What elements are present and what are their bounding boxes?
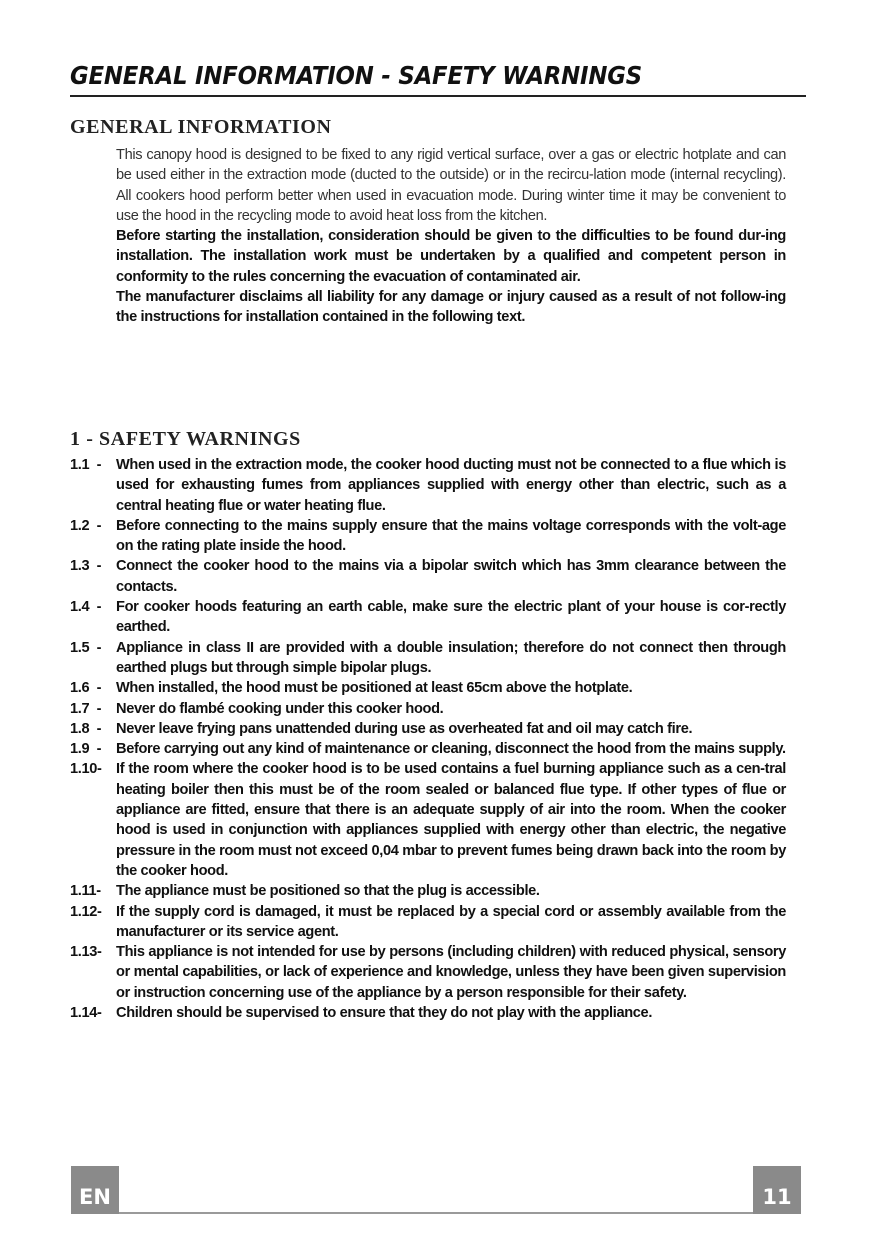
item-number: 1.12- — [70, 903, 102, 920]
liability-disclaimer: The manufacturer disclaims all liability for any damage or injury caused as a result of not follow-ing the instructions for installation contained in the following text. — [116, 289, 786, 326]
item-text: Before carrying out any kind of maintenance or cleaning, disconnect the hood from the mains supply. — [116, 741, 786, 758]
item-number: 1.1 - — [70, 457, 102, 473]
page-title: GENERAL INFORMATION - SAFETY WARNINGS — [70, 61, 642, 90]
item-number: 1.4 - — [70, 599, 102, 616]
list-item — [70, 1003, 786, 1023]
item-number: 1.14- — [70, 1005, 102, 1022]
item-number: 1.8 - — [70, 720, 102, 737]
safety-warnings-heading: 1 - SAFETY WARNINGS — [70, 428, 301, 450]
list-item — [70, 719, 786, 739]
item-text: When used in the extraction mode, the cooker hood ducting must not be connected to a flue which is used for exhausting fumes from appliances supplied with energy other than electric, such as a central heating flue or water heating flue. — [116, 457, 786, 514]
safety-warnings-list — [70, 455, 786, 1023]
list-item — [70, 516, 786, 557]
item-text: Children should be supervised to ensure that they do not play with the appliance. — [116, 1005, 653, 1022]
item-text: This appliance is not intended for use by persons (including children) with reduced physical, sensory or mental capabilities, or lack of experience and knowledge, unless they have been given supervision or instruction concerning use of the appliance by a person responsible for their safety. — [116, 944, 786, 1001]
list-item — [70, 455, 786, 516]
intro-paragraph: This canopy hood is designed to be fixed to any rigid vertical surface, over a gas or electric hotplate and can be used either in the extraction mode (ducted to the outside) or in the recircu-lation mode (internal recycling). All cookers hood perform better when used in evacuation mode. During winter time it may be convenient to use the hood in the recycling mode to avoid heat loss from the kitchen. — [116, 147, 786, 224]
item-number: 1.11- — [70, 883, 101, 900]
language-badge: EN — [71, 1166, 119, 1214]
item-number: 1.10- — [70, 761, 102, 778]
list-item — [70, 699, 786, 719]
item-text: For cooker hoods featuring an earth cable, make sure the electric plant of your house is cor-rectly earthed. — [116, 599, 786, 636]
item-text: The appliance must be positioned so that the plug is accessible. — [116, 883, 540, 900]
list-item — [70, 739, 786, 759]
item-number: 1.2 - — [70, 517, 102, 534]
item-text: Appliance in class II are provided with a double insulation; therefore do not connect then through earthed plugs but through simple bipolar plugs. — [116, 639, 786, 676]
item-number: 1.7 - — [70, 700, 102, 717]
list-item — [70, 902, 786, 943]
item-number: 1.5 - — [70, 639, 102, 656]
item-text: If the supply cord is damaged, it must be replaced by a special cord or assembly available from the manufacturer or its service agent. — [116, 903, 786, 940]
list-item — [70, 678, 786, 698]
item-number: 1.3 - — [70, 558, 102, 575]
general-information-heading: GENERAL INFORMATION — [70, 116, 332, 138]
list-item — [70, 759, 786, 881]
item-number: 1.6 - — [70, 680, 102, 697]
list-item — [70, 942, 786, 1003]
general-information-body — [116, 145, 786, 328]
footer-divider — [119, 1212, 753, 1214]
list-item — [70, 556, 786, 597]
item-number: 1.13- — [70, 944, 102, 961]
item-text: If the room where the cooker hood is to be used contains a fuel burning appliance such as a cen-tral heating boiler then this must be of the room sealed or balanced flue type. If other types of flue or appliance are fitted, ensure that there is an adequate supply of air into the room. When the cooker hood is used in conjunction with appliances supplied with energy other than electric, the negative pressure in the room must not exceed 0,04 mbar to prevent fumes being drawn back into the room by the cooker hood. — [116, 761, 786, 879]
list-item — [70, 881, 786, 901]
item-text: Never do flambé cooking under this cooker hood. — [116, 700, 444, 717]
installation-note: Before starting the installation, consideration should be given to the difficulties to be found dur-ing installation. The installation work must be undertaken by a qualified and competent person in conformity to the rules concerning the evacuation of contaminated air. — [116, 228, 786, 285]
item-text: Before connecting to the mains supply ensure that the mains voltage corresponds with the volt-age on the rating plate inside the hood. — [116, 517, 786, 555]
list-item — [70, 597, 786, 638]
title-divider — [70, 95, 806, 97]
page-number-badge: 11 — [753, 1166, 801, 1214]
item-text: Never leave frying pans unattended during use as overheated fat and oil may catch fire. — [116, 720, 693, 737]
item-text: When installed, the hood must be positioned at least 65cm above the hotplate. — [116, 680, 633, 697]
item-text: Connect the cooker hood to the mains via a bipolar switch which has 3mm clearance between the contacts. — [116, 558, 786, 595]
item-number: 1.9 - — [70, 741, 102, 758]
list-item — [70, 638, 786, 679]
